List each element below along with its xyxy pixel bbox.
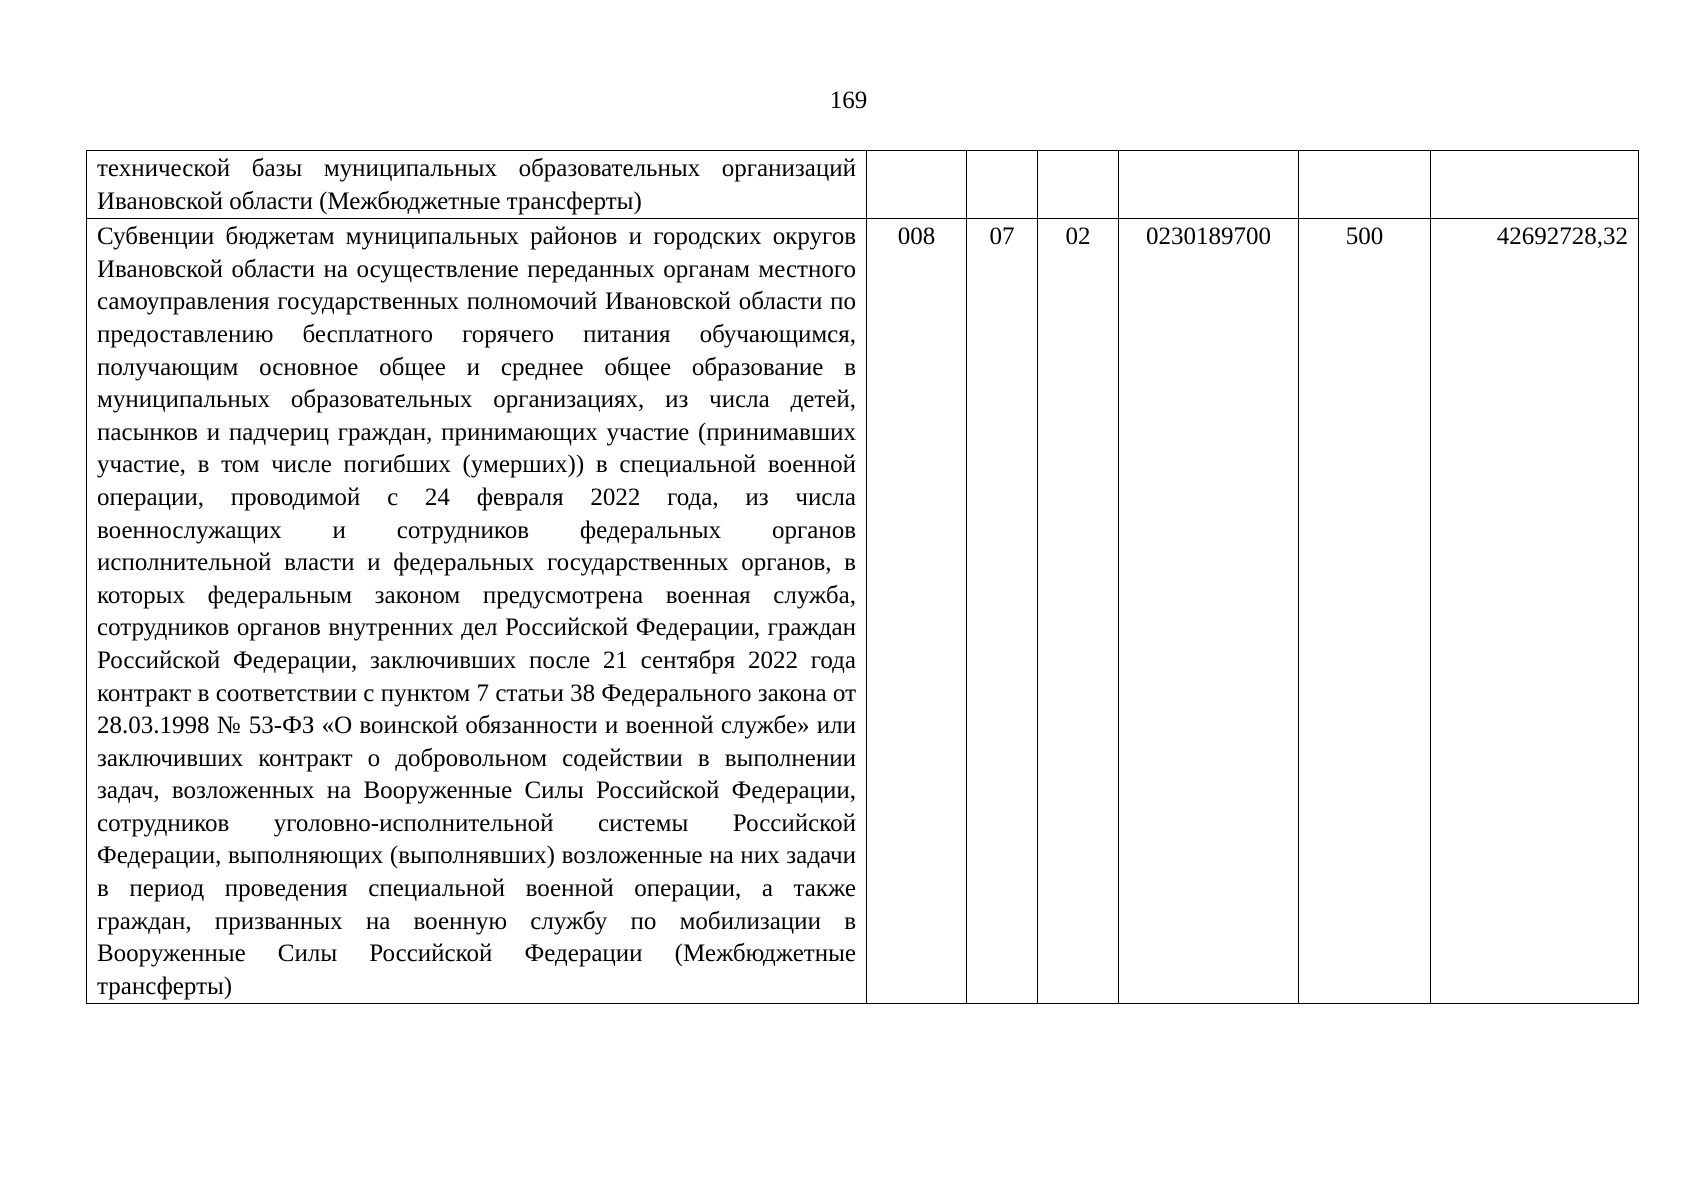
row-expense-type xyxy=(1299,151,1431,219)
row-amount xyxy=(1431,151,1639,219)
row-ministry-code: 008 xyxy=(867,219,967,1004)
page-number: 169 xyxy=(829,87,868,114)
row-target-article xyxy=(1119,151,1299,219)
row-subsection-code xyxy=(1038,151,1119,219)
row-description: технической базы муниципальных образовательных организаций Ивановской области (Межбюджетные трансферты) xyxy=(87,151,867,219)
row-subsection-code: 02 xyxy=(1038,219,1119,1004)
budget-table xyxy=(86,150,1639,1004)
row-target-article: 0230189700 xyxy=(1119,219,1299,1004)
row-amount: 42692728,32 xyxy=(1431,219,1639,1004)
row-description: Субвенции бюджетам муниципальных районов и городских округов Ивановской области на осуществление переданных органам местного самоуправления государственных полномочий Ивановской области по предоставлению бесплатного горячего питания обучающимся, получающим основное общее и среднее общее образование в муниципальных образовательных организациях, из числа детей, пасынков и падчериц граждан, принимающих участие (принимавших участие, в том числе погибших (умерших)) в специальной военной операции, проводимой с 24 февраля 2022 года, из числа военнослужащих и сотрудников федеральных органов исполнительной власти и федеральных государственных органов, в которых федеральным законом предусмотрена военная служба, сотрудников органов внутренних дел Российской Федерации, граждан Российской Федерации, заключивших после 21 сентября 2022 года контракт в соответствии с пунктом 7 статьи 38 Федерального закона от 28.03.1998 № 53-ФЗ «О воинской обязанности и военной службе» или заключивших контракт о добровольном содействии в выполнении задач, возложенных на Вооруженные Силы Российской Федерации, сотрудников уголовно-исполнительной системы Российской Федерации, выполняющих (выполнявших) возложенные на них задачи в период проведения специальной военной операции, а также граждан, призванных на военную службу по мобилизации в Вооруженные Силы Российской Федерации (Межбюджетные трансферты) xyxy=(87,219,867,1004)
row-expense-type: 500 xyxy=(1299,219,1431,1004)
row-ministry-code xyxy=(867,151,967,219)
table-row xyxy=(87,151,1639,219)
table-row xyxy=(87,219,1639,1004)
row-section-code: 07 xyxy=(967,219,1038,1004)
row-section-code xyxy=(967,151,1038,219)
